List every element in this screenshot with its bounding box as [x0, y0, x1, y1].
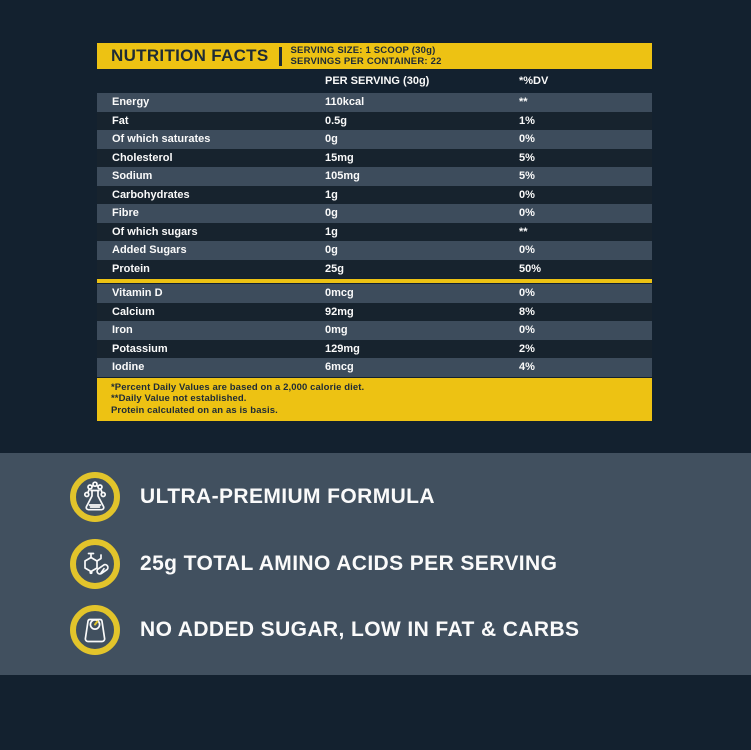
row-value: 6mcg [325, 361, 354, 374]
flask-molecule-icon [70, 472, 120, 522]
row-value: 92mg [325, 305, 354, 318]
row-label: Calcium [112, 305, 155, 318]
scale-icon [70, 605, 120, 655]
row-value: 0mcg [325, 287, 354, 300]
row-label: Iodine [112, 361, 145, 374]
header-divider [279, 47, 282, 66]
table-row [97, 93, 652, 112]
table-column-header [97, 69, 652, 93]
micro-rows-group [97, 284, 652, 377]
row-value: 1g [325, 188, 338, 201]
row-label: Iron [112, 324, 133, 337]
row-dv: 0% [519, 324, 535, 337]
table-row [97, 340, 652, 359]
row-label: Protein [112, 262, 150, 275]
feature-row [70, 597, 751, 664]
row-value: 105mg [325, 170, 360, 183]
feature-label: 25g TOTAL AMINO ACIDS PER SERVING [140, 551, 558, 575]
feature-label: NO ADDED SUGAR, LOW IN FAT & CARBS [140, 618, 580, 642]
row-dv: 1% [519, 114, 535, 127]
row-dv: ** [519, 225, 528, 238]
row-label: Fat [112, 114, 129, 127]
row-label: Cholesterol [112, 151, 173, 164]
servings-per-container: SERVINGS PER CONTAINER: 22 [290, 56, 442, 67]
feature-row [70, 531, 751, 598]
column-amount: PER SERVING (30g) [325, 75, 430, 87]
table-row [97, 284, 652, 303]
bottom-strip [0, 675, 751, 750]
row-dv: 0% [519, 207, 535, 220]
row-dv: 0% [519, 244, 535, 257]
row-dv: 4% [519, 361, 535, 374]
feature-label: ULTRA-PREMIUM FORMULA [140, 485, 435, 509]
row-label: Sodium [112, 170, 153, 183]
row-label: Vitamin D [112, 287, 163, 300]
column-dv: *%DV [519, 75, 549, 87]
table-row [97, 260, 652, 279]
row-label: Energy [112, 96, 150, 109]
table-row [97, 167, 652, 186]
row-value: 0.5g [325, 114, 348, 127]
table-row [97, 149, 652, 168]
serving-info [291, 45, 442, 67]
footnote-line: Protein calculated on an as is basis. [111, 404, 278, 416]
row-dv: 5% [519, 170, 535, 183]
row-dv: 2% [519, 342, 535, 355]
table-row [97, 241, 652, 260]
row-label: Added Sugars [112, 244, 187, 257]
row-dv: 5% [519, 151, 535, 164]
row-value: 1g [325, 225, 338, 238]
row-value: 25g [325, 262, 344, 275]
table-row [97, 223, 652, 242]
molecule-pill-icon [70, 539, 120, 589]
table-row [97, 358, 652, 377]
table-row [97, 186, 652, 205]
row-dv: 8% [519, 305, 535, 318]
serving-size: SERVING SIZE: 1 SCOOP (30g) [290, 45, 436, 56]
nutrition-table [97, 93, 652, 377]
panel-title: NUTRITION FACTS [111, 46, 269, 65]
feature-row [70, 464, 751, 531]
table-row [97, 112, 652, 131]
nutrition-facts-panel [97, 43, 652, 421]
row-value: 0g [325, 244, 338, 257]
row-dv: 0% [519, 133, 535, 146]
footnotes-block [97, 378, 652, 422]
section-divider [97, 279, 652, 283]
row-label: Of which sugars [112, 225, 198, 238]
row-value: 0mg [325, 324, 348, 337]
row-dv: 0% [519, 287, 535, 300]
row-dv: 50% [519, 262, 542, 275]
row-value: 15mg [325, 151, 354, 164]
row-label: Carbohydrates [112, 188, 190, 201]
row-label: Potassium [112, 342, 168, 355]
row-label: Fibre [112, 207, 139, 220]
footnote-line: **Daily Value not established. [111, 393, 247, 404]
nutrition-facts-header [97, 43, 652, 69]
row-value: 129mg [325, 342, 360, 355]
table-row [97, 303, 652, 322]
row-dv: ** [519, 96, 528, 109]
table-row [97, 130, 652, 149]
row-value: 0g [325, 207, 338, 220]
row-dv: 0% [519, 188, 535, 201]
table-row [97, 204, 652, 223]
row-label: Of which saturates [112, 133, 211, 146]
macro-rows-group [97, 93, 652, 278]
footnote-line: *Percent Daily Values are based on a 2,000 calorie diet. [111, 381, 365, 393]
table-row [97, 321, 652, 340]
row-value: 110kcal [325, 96, 365, 109]
row-value: 0g [325, 133, 338, 146]
feature-band [0, 453, 751, 675]
